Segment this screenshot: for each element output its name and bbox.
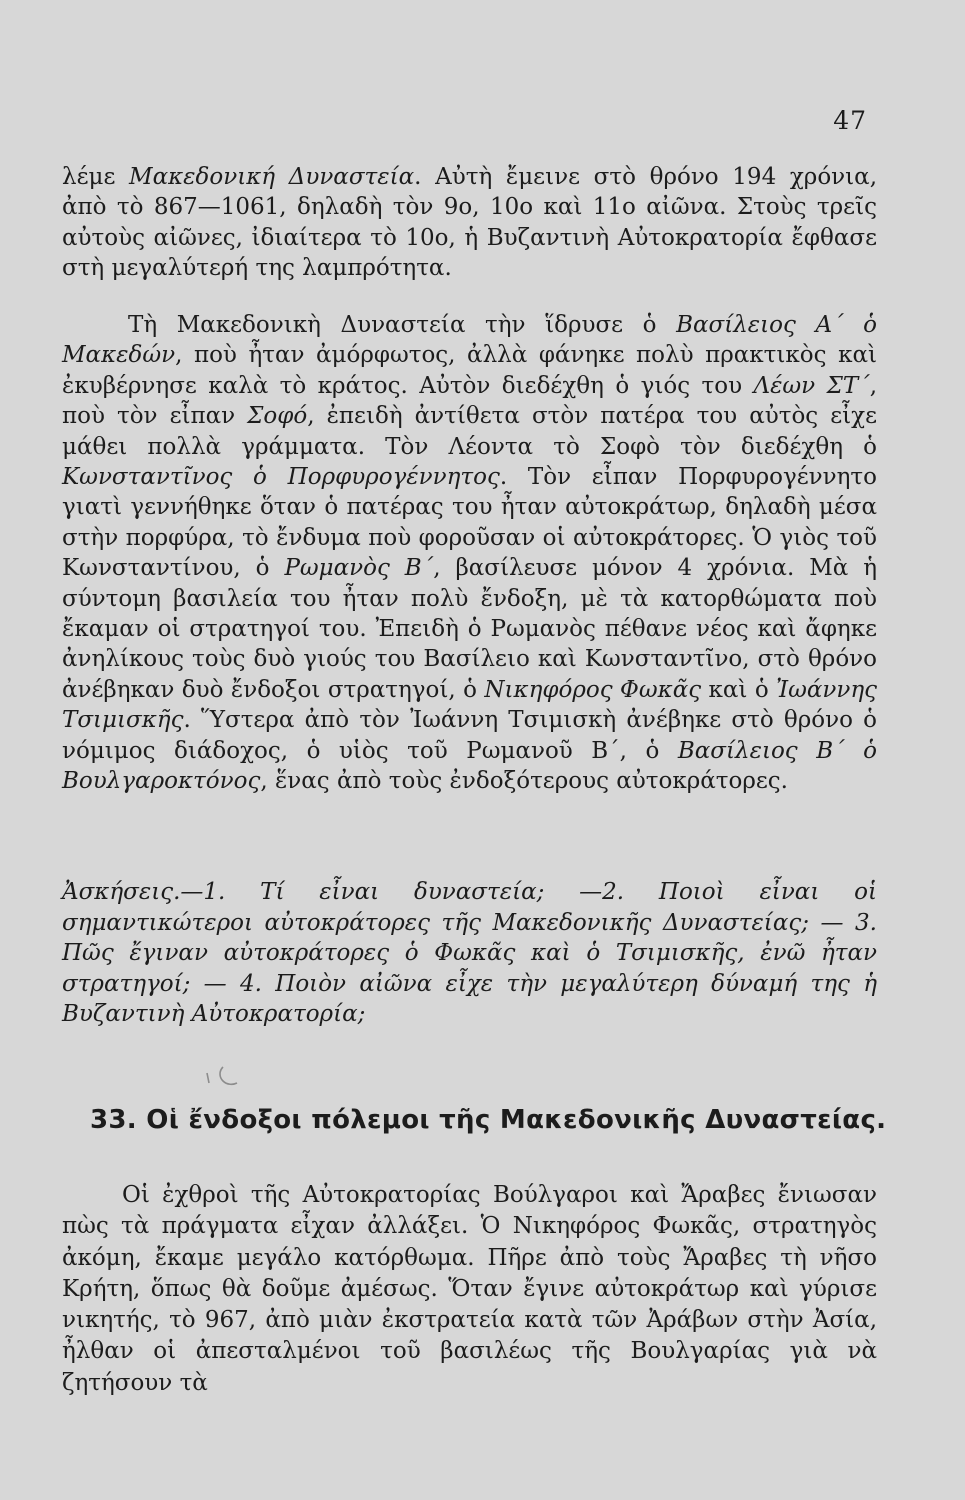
italic-term: Κωνσταντῖνος ὁ Πορφυρογέννητος xyxy=(62,464,500,491)
italic-term: Βασίλειος Α΄ ὁ Μακεδών xyxy=(62,312,877,369)
paragraph-wars: Οἱ ἐχθροὶ τῆς Αὐτοκρατορίας Βούλγαροι καὶ Ἄραβες ἔνιωσαν πὼς τὰ πράγματα εἶχαν ἀλλάξει. Ὁ Νικηφόρος Φωκᾶς, στρατηγὸς ἀκόμη, ἔκαμε μεγάλο κατόρθωμα. Πῆρε ἀπὸ τοὺς Ἄραβες τὴ νῆσο Κρήτη, ὅπως θὰ δοῦμε ἀμέσως. Ὅταν ἔγινε αὐτοκράτωρ καὶ γύρισε νικητής, τὸ 967, ἀπὸ μιὰν ἐκστρατεία κατὰ τῶν Ἀράβων στὴν Ἀσία, ἦλθαν οἱ ἀπεσταλμένοι τοῦ βασιλέως τῆς Βουλγαρίας γιὰ νὰ ζητήσουν τὰ xyxy=(62,1182,877,1396)
text-run: , ποὺ ἦταν ἀμόρφωτος, ἀλλὰ φάνηκε πολὺ πρακτικὸς καὶ ἐκυβέρνησε καλὰ τὸ κράτος. Αὐτὸν διεδέχθη ὁ γιός του xyxy=(62,342,877,399)
text-run: . Αὐτὴ ἔμεινε στὸ θρόνο 194 χρόνια, ἀπὸ τὸ 867—1061, δηλαδὴ τὸν 9ο, 10ο καὶ 11ο αἰῶνα. Στοὺς τρεῖς αὐτοὺς αἰῶνες, ἰδιαίτερα τὸ 10ο, ἡ Βυζαντινὴ Αὐτοκρατορία ἔφθασε στὴ μεγαλύτερή της λαμπρότητα. xyxy=(62,164,878,282)
italic-term: Νικηφόρος Φωκᾶς xyxy=(484,676,702,703)
paragraph-emperors xyxy=(62,310,877,797)
text-run: λέμε xyxy=(62,164,130,190)
italic-term: Ρωμανὸς Β΄ xyxy=(284,555,434,582)
text-run: Τὴ Μακεδονικὴ Δυναστεία τὴν ἵδρυσε ὁ xyxy=(128,312,677,338)
pencil-mark-icon xyxy=(203,1063,241,1089)
section-heading: 33. Οἱ ἔνδοξοι πόλεμοι τῆς Μακεδονικῆς Δυναστείας. xyxy=(90,1105,887,1135)
text-run: καὶ ὁ xyxy=(701,676,777,703)
text-run: , βασίλευσε μόνον 4 χρόνια. Μὰ ἡ σύντομη βασιλεία του ἦταν πολὺ ἔνδοξη, μὲ τὰ κατορθώματα ποὺ ἔκαμαν οἱ στρατηγοί του. Ἐπειδὴ ὁ Ρωμανὸς πέθανε νέος καὶ ἄφηκε ἀνηλίκους τοὺς δυὸ γιούς του Βασίλειο καὶ Κωνσταντῖνο, στὸ θρόνο ἀνέβηκαν δυὸ ἔνδοξοι στρατηγοί, ὁ xyxy=(62,555,877,703)
italic-term: Λέων ΣΤ΄ xyxy=(753,372,870,399)
text-run: . Τὸν εἶπαν Πορφυρογέννητο γιατὶ γεννήθηκε ὅταν ὁ πατέρας του ἦταν αὐτοκράτωρ, δηλαδὴ μέσα στὴν πορφύρα, τὸ ἔνδυμα ποὺ φοροῦσαν οἱ αὐτοκράτορες. Ὁ γιὸς τοῦ Κωνσταντίνου, ὁ xyxy=(62,464,877,582)
exercises-block: Ἀσκήσεις.—1. Τί εἶναι δυναστεία; —2. Ποιοὶ εἶναι οἱ σημαντικώτεροι αὐτοκράτορες τῆς Μακεδονικῆς Δυναστείας; — 3. Πῶς ἔγιναν αὐτοκράτορες ὁ Φωκᾶς καὶ ὁ Τσιμισκῆς, ἐνῶ ἦταν στρατηγοί; — 4. Ποιὸν αἰῶνα εἶχε τὴν μεγαλύτερη δύναμή της ἡ Βυζαντινὴ Αὐτοκρατορία; xyxy=(62,879,877,1027)
italic-term: Μακεδονική Δυναστεία xyxy=(129,164,415,190)
text-run: , ποὺ τὸν εἶπαν xyxy=(62,372,877,430)
paragraph-dynasty-intro xyxy=(62,162,877,284)
text-run: . Ὕστερα ἀπὸ τὸν Ἰωάννη Τσιμισκὴ ἀνέβηκε στὸ θρόνο ὁ νόμιμος διάδοχος, ὁ υἱὸς τοῦ Ρωμανοῦ Β΄, ὁ xyxy=(62,707,877,764)
italic-term: Βασίλειος Β΄ ὁ Βουλγαροκτόνος xyxy=(62,737,877,795)
italic-term: Ἰωάννης Τσιμισκῆς xyxy=(62,676,877,734)
italic-term: Σοφό xyxy=(247,403,308,430)
text-run: , ἐπειδὴ ἀντίθετα στὸν πατέρα του αὐτὸς εἶχε μάθει πολλὰ γράμματα. Τὸν Λέοντα τὸ Σοφὸ τὸν διεδέχθη ὁ xyxy=(62,403,877,460)
page-number: 47 xyxy=(833,106,867,135)
text-run: , ἕνας ἀπὸ τοὺς ἐνδοξότερους αὐτοκράτορες. xyxy=(260,768,788,795)
